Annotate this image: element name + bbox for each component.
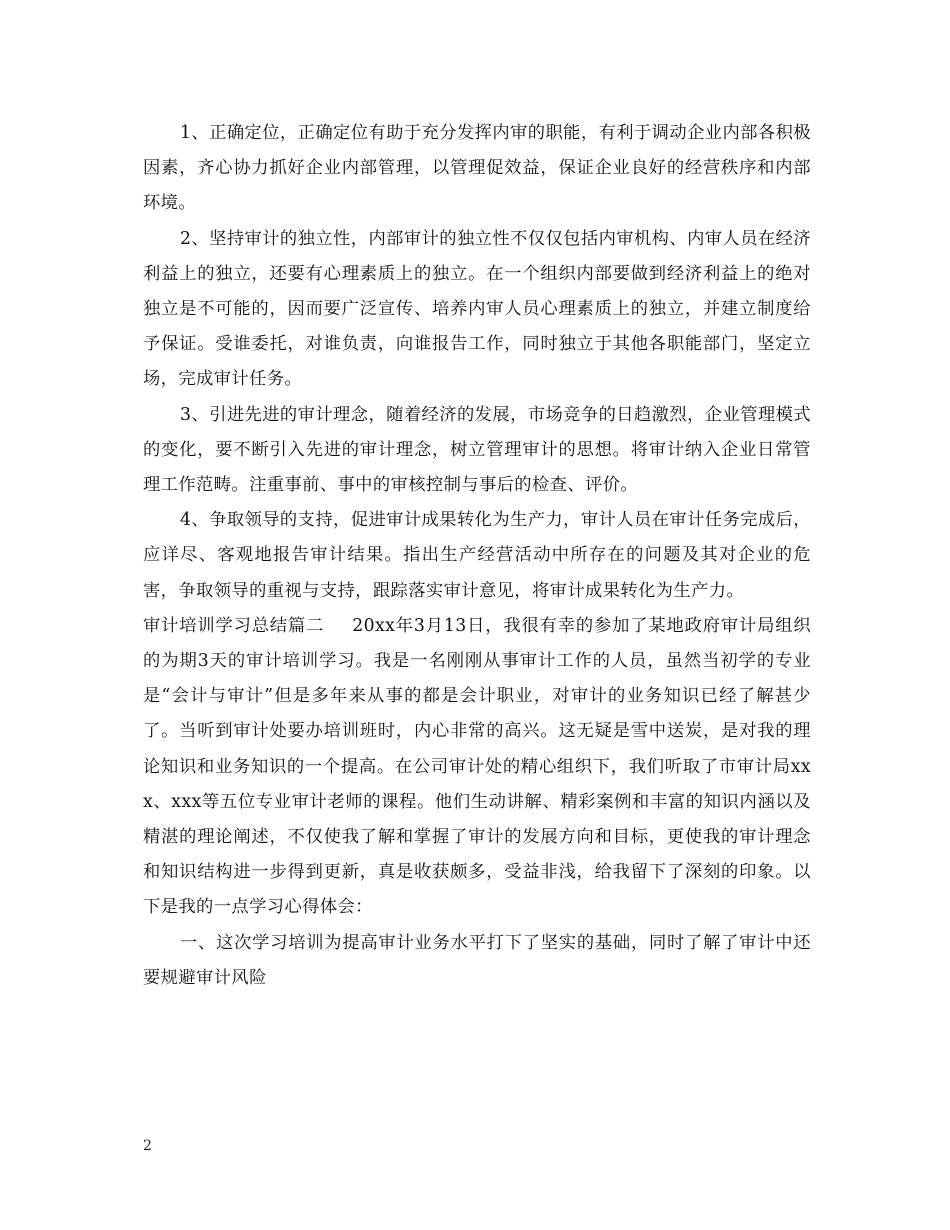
section-title: 审计培训学习总结篇二 xyxy=(143,615,325,636)
paragraph-training-foundation: 一、这次学习培训为提高审计业务水平打下了坚实的基础，同时了解了审计中还要规避审计风险 xyxy=(143,932,811,988)
document-body xyxy=(143,116,811,996)
paragraph-leadership-support: 4、争取领导的支持，促进审计成果转化为生产力，审计人员在审计任务完成后，应详尽、客观地报告审计结果。指出生产经营活动中所存在的问题及其对企业的危害，争取领导的重视与支持，跟踪落实审计意见，将审计成果转化为生产力。 xyxy=(143,510,811,601)
page-number: 2 xyxy=(143,1138,152,1154)
section-body-text: 20xx年3月13日，我很有幸的参加了某地政府审计局组织的为期3天的审计培训学习。我是一名刚刚从事审计工作的人员，虽然当初学的专业是“会计与审计”但是多年来从事的都是会计职业，对审计的业务知识已经了解甚少了。当听到审计处要办培训班时，内心非常的高兴。这无疑是雪中送炭，是对我的理论知识和业务知识的一个提高。在公司审计处的精心组织下，我们听取了市审计局xxx、xxx等五位专业审计老师的课程。他们生动讲解、精彩案例和丰富的知识内涵以及精湛的理论阐述，不仅使我了解和掌握了审计的发展方向和目标，更使我的审计理念和知识结构进一步得到更新，真是收获颇多，受益非浅，给我留下了深刻的印象。以下是我的一点学习心得体会： xyxy=(143,615,811,918)
section-intro-paragraph xyxy=(143,609,811,926)
paragraph-advanced-audit-concepts: 3、引进先进的审计理念，随着经济的发展，市场竞争的日趋激烈，企业管理模式的变化，要不断引入先进的审计理念，树立管理审计的思想。将审计纳入企业日常管理工作范畴。注重事前、事中的审核控制与事后的检查、评价。 xyxy=(143,404,811,496)
paragraph-audit-independence: 2、坚持审计的独立性，内部审计的独立性不仅仅包括内审机构、内审人员在经济利益上的独立，还要有心理素质上的独立。在一个组织内部要做到经济利益上的绝对独立是不可能的，因而要广泛宣传、培养内审人员心理素质上的独立，并建立制度给予保证。受谁委托，对谁负责，向谁报告工作，同时独立于其他各职能部门，坚定立场，完成审计任务。 xyxy=(143,228,811,390)
paragraph-correct-positioning: 1、正确定位，正确定位有助于充分发挥内审的职能，有利于调动企业内部各积极因素，齐心协力抓好企业内部管理，以管理促效益，保证企业良好的经营秩序和内部环境。 xyxy=(143,123,811,214)
